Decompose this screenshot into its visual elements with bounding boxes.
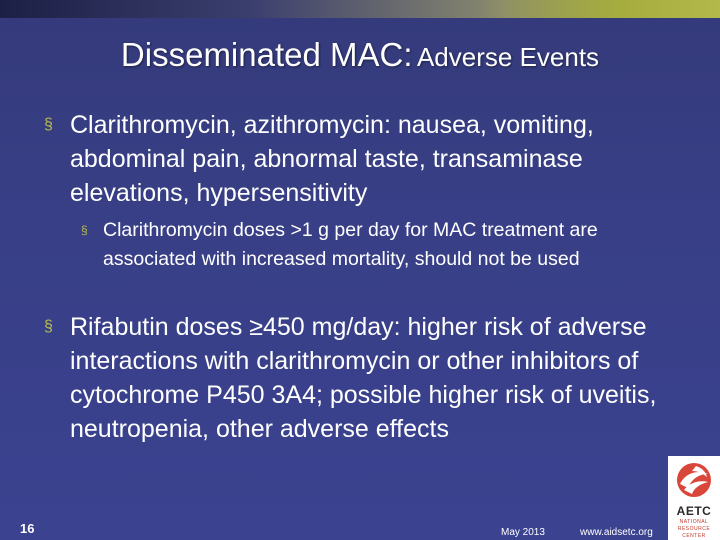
footer-date: May 2013	[501, 527, 545, 538]
aetc-logo	[668, 456, 720, 540]
sub-bullet-item	[81, 216, 693, 274]
sub-bullet-text: Clarithromycin doses >1 g per day for MAC treatment are associated with increased mortality, should not be used	[103, 219, 598, 270]
title-main: Disseminated MAC:	[120, 36, 413, 73]
top-decorative-band	[0, 0, 720, 18]
sub-bullet-marker-icon: §	[81, 223, 88, 237]
bullet-text: Clarithromycin, azithromycin: nausea, vomiting, abdominal pain, abnormal taste, transaminase elevations, hypersensitivity	[70, 111, 594, 207]
page-number: 16	[20, 521, 35, 536]
logo-line-1: NATIONAL	[679, 519, 709, 525]
bullet-marker-icon: §	[44, 116, 53, 133]
slide-title	[0, 36, 720, 74]
bullet-text: Rifabutin doses ≥450 mg/day: higher risk of adverse interactions with clarithromycin or other inhibitors of cytochrome P450 3A4; possible higher risk of uveitis, neutropenia, other adverse effects	[70, 313, 657, 443]
aetc-swirl-icon	[674, 460, 714, 500]
bullet-marker-icon: §	[44, 318, 53, 335]
bullet-item	[44, 108, 690, 210]
logo-line-2: RESOURCE	[677, 526, 711, 532]
slide-footer	[0, 504, 720, 540]
footer-url: www.aidsetc.org	[580, 527, 653, 538]
bullet-item	[44, 310, 690, 446]
logo-line-3: CENTER	[682, 533, 706, 539]
title-sub: Adverse Events	[416, 42, 600, 72]
logo-name: AETC	[676, 504, 712, 518]
